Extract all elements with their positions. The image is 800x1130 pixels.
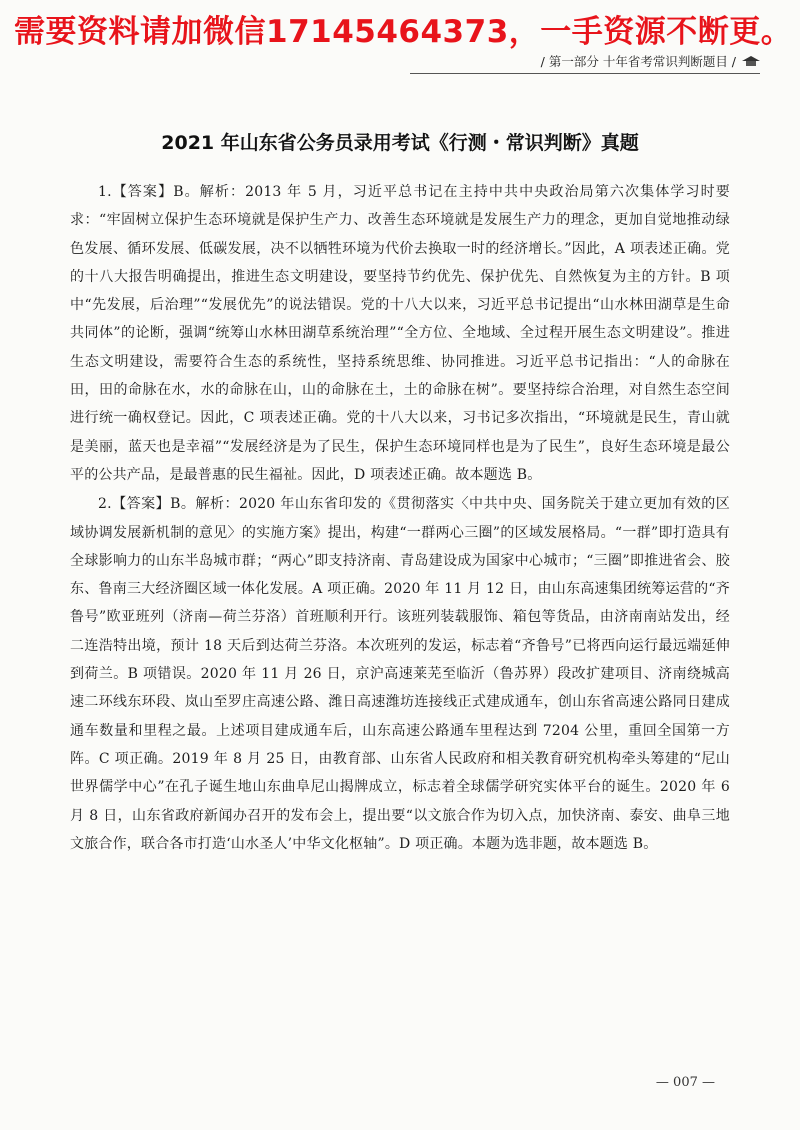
- answer-body: [70, 178, 730, 859]
- header-rule: [410, 73, 760, 74]
- watermark-banner: 需要资料请加微信17145464373，一手资源不断更。: [14, 14, 793, 50]
- answer-paragraph-1: 1.【答案】B。解析：2013 年 5 月，习近平总书记在主持中共中央政治局第六次集体学习时要求：“牢固树立保护生态环境就是保护生产力、改善生态环境就是发展生产力的理念，更加自觉地推动绿色发展、循环发展、低碳发展，决不以牺牲环境为代价去换取一时的经济增长。”因此，A 项表述正确。党的十八大报告明确提出，推进生态文明建设，要坚持节约优先、保护优先、自然恢复为主的方针。B 项中“先发展，后治理”“发展优先”的说法错误。党的十八大以来，习近平总书记提出“山水林田湖草是生命共同体”的论断，强调“统筹山水林田湖草系统治理”“全方位、全地域、全过程开展生态文明建设”。推进生态文明建设，需要符合生态的系统性，坚持系统思维、协同推进。习近平总书记指出：“人的命脉在田，田的命脉在水，水的命脉在山，山的命脉在土，土的命脉在树”。要坚持综合治理，对自然生态空间进行统一确权登记。因此，C 项表述正确。党的十八大以来，习书记多次指出，“环境就是民生，青山就是美丽，蓝天也是幸福”“发展经济是为了民生，保护生态环境同样也是为了民生”，良好生态环境是最公平的公共产品，是最普惠的民生福祉。因此，D 项表述正确。故本题选 B。: [70, 184, 730, 483]
- answer-paragraph-2: 2.【答案】B。解析：2020 年山东省印发的《贯彻落实〈中共中央、国务院关于建立更加有效的区域协调发展新机制的意见〉的实施方案》提出，构建“一群两心三圈”的区域发展格局。“一群”即打造具有全球影响力的山东半岛城市群；“两心”即支持济南、青岛建设成为国家中心城市；“三圈”即推进省会、胶东、鲁南三大经济圈区域一体化发展。A 项正确。2020 年 11 月 12 日，由山东高速集团统筹运营的“齐鲁号”欧亚班列（济南—荷兰芬洛）首班顺利开行。该班列装载服饰、箱包等货品，由济南南站发出，经二连浩特出境，预计 18 天后到达荷兰芬洛。本次班列的发运，标志着“齐鲁号”已将西向运行最远端延伸到荷兰。B 项错误。2020 年 11 月 26 日，京沪高速莱芜至临沂（鲁苏界）段改扩建项目、济南绕城高速二环线东环段、岚山至罗庄高速公路、潍日高速潍坊连接线正式建成通车，创山东省高速公路同日建成通车数量和里程之最。上述项目建成通车后，山东高速公路通车里程达到 7204 公里，重回全国第一方阵。C 项正确。2019 年 8 月 25 日，由教育部、山东省人民政府和相关教育研究机构牵头筹建的“尼山世界儒学中心”在孔子诞生地山东曲阜尼山揭牌成立，标志着全球儒学研究实体平台的诞生。2020 年 6 月 8 日，山东省政府新闻办召开的发布会上，提出要“以文旅合作为切入点，加快济南、泰安、曲阜三地文旅合作，联合各市打造‘山水圣人’中华文化枢轴”。D 项正确。本题为选非题，故本题选 B。: [70, 496, 730, 852]
- page-number: — 007 —: [655, 1075, 715, 1090]
- graduation-cap-icon: [742, 53, 760, 69]
- page-title: 2021 年山东省公务员录用考试《行测・常识判断》真题: [161, 132, 639, 154]
- section-label: / 第一部分 十年省考常识判断题目 /: [540, 54, 736, 69]
- running-header: [541, 50, 760, 72]
